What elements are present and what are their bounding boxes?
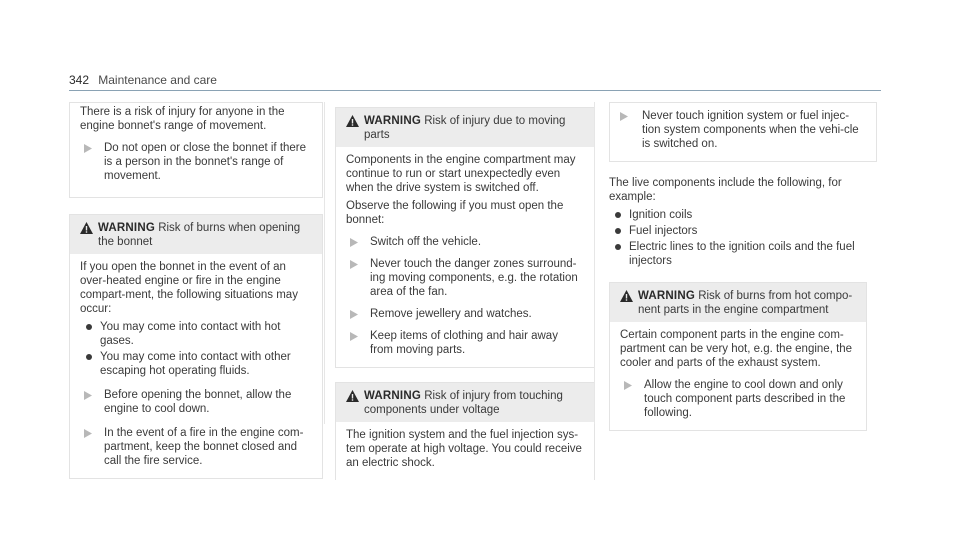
warning-box-voltage [335,382,595,480]
step-arrow-icon [80,141,104,183]
warning-text: If you open the bonnet in the event of an over-heated engine or fire in the engine compart-ment, the following situations may occur: [80,261,298,315]
step-item: Before opening the bonnet, allow the engine to cool down. [80,388,312,416]
step-text: Never touch ignition system or fuel injec-tion system components when the vehi-cle is switched on. [642,110,859,150]
step-arrow-icon [80,426,104,468]
list-item: Fuel injectors [609,224,865,238]
warning-box-hot-parts [609,282,867,431]
step-arrow-icon [346,235,370,249]
list-item: Electric lines to the ignition coils and the fuel injectors [609,240,865,268]
warning-label: WARNING [638,290,695,302]
step-item: Never touch the danger zones surround-ing moving components, e.g. the rotation area of the fan. [346,257,584,299]
warning-heading: Risk of injury from touching components under voltage [364,390,563,416]
step-item [610,109,866,151]
warning-header [336,383,594,422]
step-item: Allow the engine to cool down and only touch component parts described in the following. [620,378,856,420]
warning-text: Components in the engine compartment may continue to run or start unexpectedly even when the drive system is switched off. [346,154,576,194]
live-components-section [609,176,865,268]
warning-label: WARNING [364,115,421,127]
list-item: You may come into contact with other escaping hot operating fluids. [80,350,312,378]
step-item [80,141,312,183]
column-1 [69,102,323,479]
warning-label: WARNING [364,390,421,402]
step-arrow-icon [610,109,642,151]
warning-text: The ignition system and the fuel injection sys-tem operate at high voltage. You could receive an electric shock. [346,429,582,469]
bullet-icon [86,324,92,330]
warning-header [70,215,322,254]
step-item: Remove jewellery and watches. [346,307,584,321]
step-item: Keep items of clothing and hair away from moving parts. [346,329,584,357]
section-title: Maintenance and care [98,73,217,87]
warning-label: WARNING [98,222,155,234]
step-arrow-icon [80,388,104,416]
step-arrow-icon [346,257,370,299]
warning-heading: Risk of burns when opening the bonnet [98,222,301,248]
warning-body [336,147,594,367]
column-2 [324,102,594,469]
bullet-icon [615,244,621,250]
warning-header [610,283,866,322]
warning-body [70,254,322,478]
warning-body [610,322,866,430]
warning-triangle-icon [346,114,364,142]
warning-heading: Risk of burns from hot compo-nent parts in the engine compartment [638,290,853,316]
step-text: Do not open or close the bonnet if there is a person in the bonnet's range of movement. [104,142,307,182]
bullet-icon [86,354,92,360]
step-arrow-icon [346,307,370,321]
warning-heading: Risk of injury due to moving parts [364,115,566,141]
warning-triangle-icon [80,221,98,249]
list-item: Ignition coils [609,208,865,222]
page-header [69,73,881,91]
warning-triangle-icon [620,289,638,317]
warning-body [336,422,594,480]
bullet-icon [615,212,621,218]
warning-header [336,108,594,147]
warning-box-burns [69,214,323,479]
warning-text: Observe the following if you must open the bonnet: [346,200,564,226]
continued-warning-box [609,102,877,162]
intro-text: There is a risk of injury for anyone in the engine bonnet's range of movement. [80,106,285,132]
intro-box [69,102,323,198]
body-text: The live components include the following, for example: [609,177,842,203]
step-arrow-icon [346,329,370,357]
list-item: You may come into contact with hot gases. [80,320,312,348]
column-3 [594,102,866,424]
warning-box-moving-parts [335,107,595,368]
step-item: In the event of a fire in the engine com-partment, keep the bonnet closed and call the fire service. [80,426,312,468]
warning-text: Certain component parts in the engine com-partment can be very hot, e.g. the engine, the cooler and parts of the exhaust system. [620,329,853,369]
step-item: Switch off the vehicle. [346,235,584,249]
warning-triangle-icon [346,389,364,417]
bullet-icon [615,228,621,234]
step-arrow-icon [620,378,644,420]
page-number: 342 [69,73,90,87]
